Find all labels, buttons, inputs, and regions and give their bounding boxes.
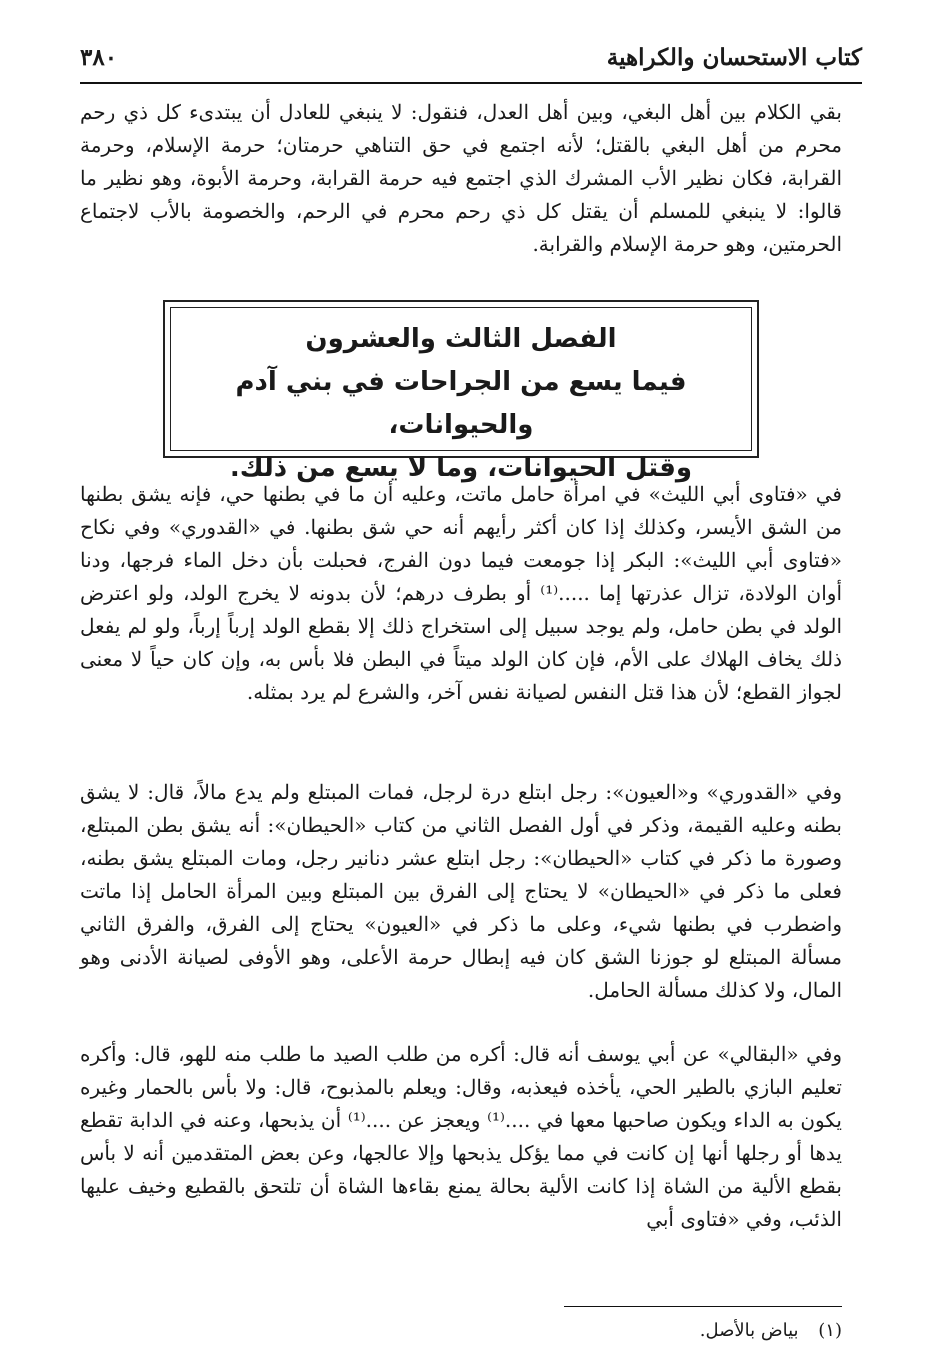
page-header [80, 40, 862, 80]
chapter-subtitle-line-1: فيما يسع من الجراحات في بني آدم والحيوانات، [235, 367, 687, 440]
chapter-subtitle-line-2: وقتل الحيوانات، وما لا يسع من ذلك. [229, 453, 693, 483]
footnote-number: (١) [818, 1320, 842, 1341]
chapter-title: الفصل الثالث والعشرون [305, 324, 617, 354]
footnote-rule [564, 1306, 842, 1307]
paragraph-3: وفي «القدوري» و«العيون»: رجل ابتلع درة لرجل، فمات المبتلع ولم يدع مالاً، قال: لا يشق بطنه وعليه القيمة، وذكر في أول الفصل الثاني من كتاب «الحيطان»: أنه يشق بطن المبتلع، وصورة ما ذكر في كتاب «الحيطان»: رجل ابتلع عشر دنانير رجل، ومات المبتلع يشق بطنه، فعلى ما ذكر في «الحيطان» لا يحتاج إلى الفرق بين المبتلع وبين المرأة الحامل إذا ماتت واضطرب في بطنها شيء، وعلى ما ذكر في «العيون» يحتاج إلى الفرق، والفرق الثاني مسألة المبتلع لو جوزنا الشق كان فيه إبطال حرمة الأعلى، وهو الأوفى لصيانة الأدنى وهو المال، ولا كذلك مسألة الحامل. [80, 780, 843, 1002]
chapter-heading [165, 318, 757, 490]
footnote [700, 1318, 842, 1344]
book-title: كتاب الاستحسان والكراهية [606, 44, 862, 71]
chapter-heading-box [163, 300, 759, 483]
paragraph-1: بقي الكلام بين أهل البغي، وبين أهل العدل، فنقول: لا ينبغي للعادل أن يبتدىء كل ذي رحم محرم من أهل البغي بالقتل؛ لأنه اجتمع في حق التناهي حرمتان؛ حرمة الإسلام، وحرمة القرابة، فكان نظير الأب المشرك الذي اجتمع فيه حرمة القرابة، وحرمة الأبوة، وهو نظير ما قالوا: لا ينبغي للمسلم أن يقتل كل ذي رحم محرم في الرحم، والخصومة بالأب لاجتماع الحرمتين، وهو حرمة الإسلام والقرابة. [80, 100, 842, 256]
page-number: ٣٨٠ [80, 44, 118, 71]
footnote-text: بياض بالأصل. [699, 1320, 799, 1341]
paragraph-2: في «فتاوى أبي الليث» في امرأة حامل ماتت، وعليه أن ما في بطنها حي، فإنه يشق بطنها من الشق الأيسر، وكذلك إذا كان أكثر رأيهم أنه حي شق بطنها. في «القدوري» وفي نكاح «فتاوى أبي الليث»: البكر إذا جومعت فيما دون الفرج، فحبلت بأن دخل الماء فرجها، ودنا أوان الولادة، تزال عذرتها إما .....⁽¹⁾ أو بطرف درهم؛ لأن بدونه لا يخرج الولد، ولو اعترض الولد في بطن حامل، ولم يوجد سبيل إلى استخراج ذلك إلا بقطع الولد إرباً إرباً، ولو لم يفعل ذلك يخاف الهلاك على الأم، فإن كان الولد ميتاً في البطن فلا بأس به، وإن كان حياً لا معنى لجواز القطع؛ لأن هذا قتل النفس لصيانة نفس آخر، والشرع لم يرد بمثله. [80, 482, 842, 704]
header-rule [80, 82, 862, 84]
paragraph-4: وفي «البقالي» عن أبي يوسف أنه قال: أكره من طلب الصيد ما طلب منه للهو، قال: وأكره تعليم البازي بالطير الحي، يأخذه فيعذبه، وقال: ويعلم بالمذبوح، قال: ولا بأس بالحمار وغيره يكون به الداء ويكون صاحبها معها في ....⁽¹⁾ ويعجز عن ....⁽¹⁾ أن يذبحها، وعنه في الدابة تقطع يدها أو رجلها أنها إن كانت في مما يؤكل يذبحها وإلا عالجها، وعن بعض المتقدمين أنه لا بأس بقطع الألية من الشاة إذا كانت الألية بحالة يمنع بقاءها الشاة أن تلتحق بالقطيع وخيف عليها الذئب، وفي «فتاوى أبي [80, 1042, 842, 1231]
